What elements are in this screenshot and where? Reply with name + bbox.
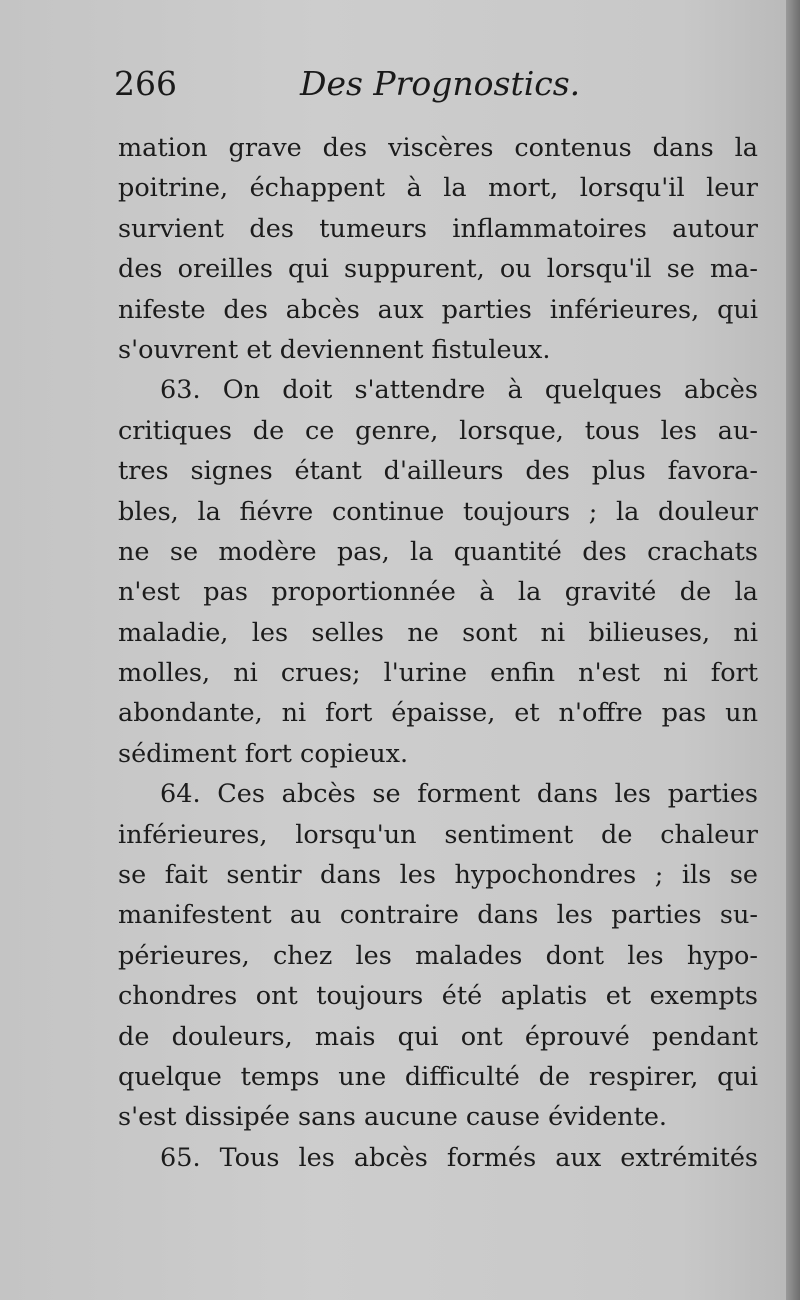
text-line: des oreilles qui suppurent, ou lorsqu'il se ma- (118, 254, 758, 285)
text-line: se fait sentir dans les hypochondres ; ils se (118, 860, 758, 891)
text-line: poitrine, échappent à la mort, lorsqu'il leur (118, 173, 758, 204)
text-line: mation grave des viscères contenus dans la (118, 133, 758, 163)
body-text (118, 128, 758, 1178)
text-line: périeures, chez les malades dont les hypo- (118, 940, 758, 971)
text-line: s'est dissipée sans aucune cause évidente. (118, 1102, 668, 1133)
text-line: maladie, les selles ne sont ni bilieuses, ni (118, 617, 758, 648)
text-line: manifestent au contraire dans les parties su- (118, 900, 758, 931)
text-line: ne se modère pas, la quantité des crachats (118, 536, 758, 567)
text-line: inférieures, lorsqu'un sentiment de chaleur (118, 819, 758, 850)
text-line: nifeste des abcès aux parties inférieures, qui (118, 294, 758, 325)
text-line: abondante, ni fort épaisse, et n'offre pas un (118, 698, 758, 729)
text-line: tres signes étant d'ailleurs des plus favora- (118, 456, 758, 487)
text-line: de douleurs, mais qui ont éprouvé pendant (118, 1021, 758, 1052)
text-line: 63. On doit s'attendre à quelques abcès (160, 375, 758, 406)
text-line: bles, la fiévre continue toujours ; la douleur (118, 496, 758, 527)
text-line: 65. Tous les abcès formés aux extrémités (160, 1142, 758, 1173)
text-line: survient des tumeurs inflammatoires autour (118, 213, 758, 244)
page-edge-shadow (786, 0, 800, 1300)
text-line: critiques de ce genre, lorsque, tous les au- (118, 415, 758, 446)
text-line: sédiment fort copieux. (118, 738, 409, 769)
page-header (114, 60, 774, 110)
text-line: s'ouvrent et deviennent fistuleux. (118, 334, 551, 365)
running-title: Des Prognostics. (300, 64, 581, 103)
text-line: molles, ni crues; l'urine enfin n'est ni fort (118, 658, 758, 689)
page-number: 266 (114, 64, 177, 103)
text-line: chondres ont toujours été aplatis et exempts (118, 981, 758, 1012)
text-line: quelque temps une difficulté de respirer, qui (118, 1061, 758, 1092)
text-line: n'est pas proportionnée à la gravité de la (118, 577, 758, 608)
text-line: 64. Ces abcès se forment dans les parties (160, 779, 758, 810)
